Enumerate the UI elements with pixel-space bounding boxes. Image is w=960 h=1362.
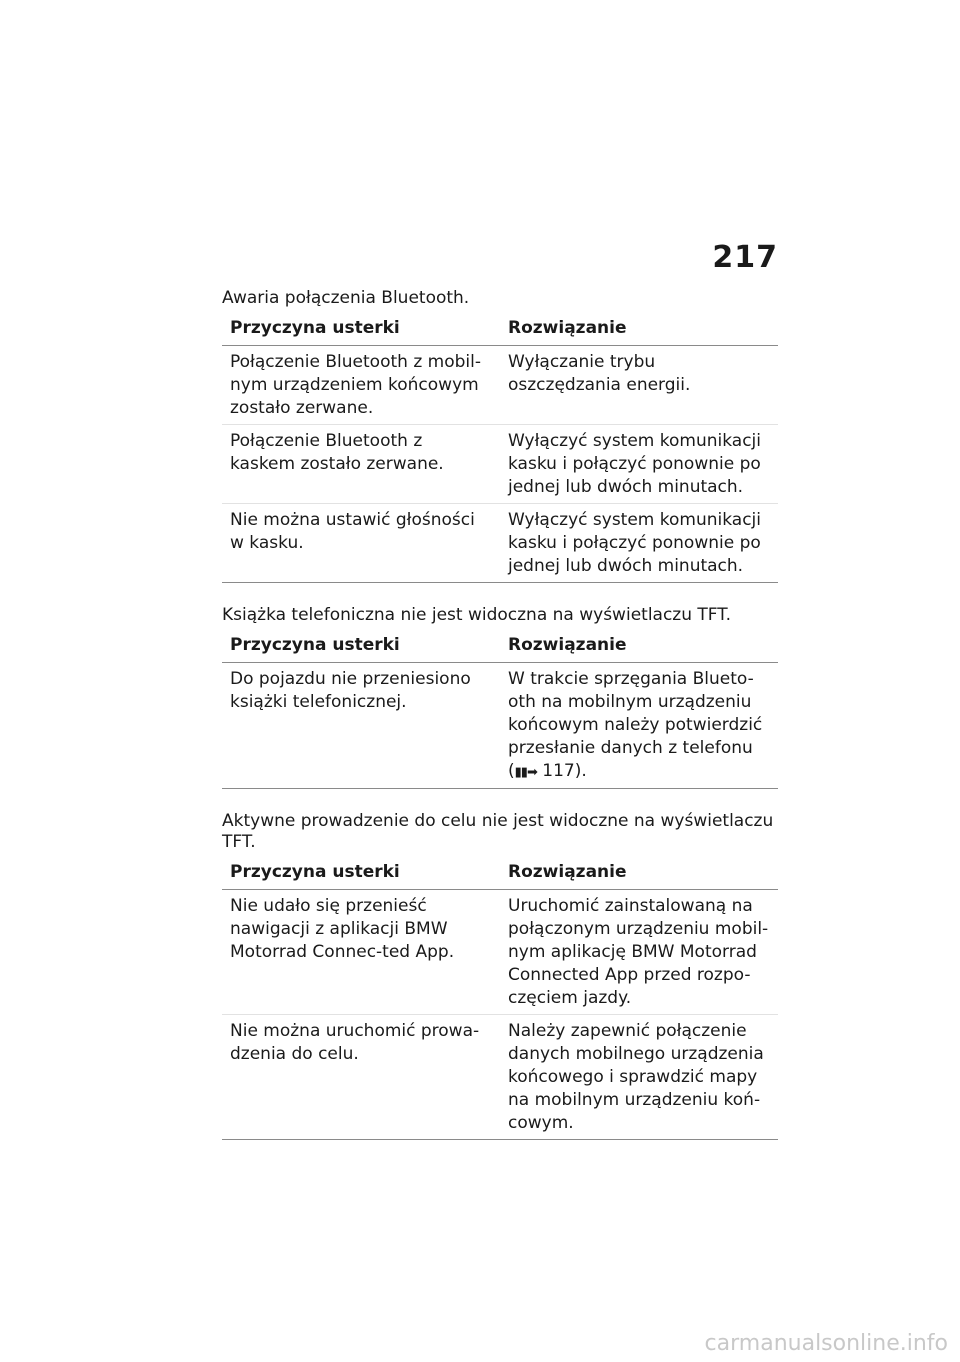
header-cause: Przyczyna usterki xyxy=(222,630,500,663)
table-row xyxy=(222,890,778,1015)
arrow-right-icon: ▮▮➡ xyxy=(514,765,537,780)
table-row xyxy=(222,346,778,425)
section-title: Aktywne prowadzenie do celu nie jest widoczne na wyświetlaczu TFT. xyxy=(222,811,774,852)
cause-cell: Połączenie Bluetooth z kaskem zostało zerwane. xyxy=(222,425,500,504)
cause-cell: Nie udało się przenieść nawigacji z aplikacji BMW Motorrad Connec-ted App. xyxy=(222,890,500,1015)
table-header-row xyxy=(222,630,778,663)
header-cause: Przyczyna usterki xyxy=(222,313,500,346)
ref-open: ( xyxy=(508,761,515,781)
watermark: carmanualsonline.info xyxy=(704,1331,948,1356)
table-header-row xyxy=(222,313,778,346)
table-row xyxy=(222,504,778,583)
cause-cell: Do pojazdu nie przeniesiono książki telefonicznej. xyxy=(222,663,500,789)
troubleshooting-table xyxy=(222,857,778,1140)
header-solution: Rozwiązanie xyxy=(500,857,778,890)
troubleshooting-table xyxy=(222,630,778,789)
header-cause: Przyczyna usterki xyxy=(222,857,500,890)
page-content xyxy=(222,288,778,1162)
header-solution: Rozwiązanie xyxy=(500,630,778,663)
solution-cell: Uruchomić zainstalowaną na połączonym urządzeniu mobil-nym aplikację BMW Motorrad Connected App przed rozpo-częciem jazdy. xyxy=(500,890,778,1015)
section-title: Awaria połączenia Bluetooth. xyxy=(222,288,470,308)
solution-text: W trakcie sprzęgania Blueto-oth na mobilnym urządzeniu końcowym należy potwierdzić przesłanie danych z telefonu xyxy=(508,669,763,758)
cause-cell: Połączenie Bluetooth z mobil-nym urządzeniem końcowym zostało zerwane. xyxy=(222,346,500,425)
section-navigation xyxy=(222,811,778,1140)
section-phonebook xyxy=(222,605,778,789)
table-row xyxy=(222,1015,778,1140)
page-number: 217 xyxy=(712,240,778,275)
section-title: Książka telefoniczna nie jest widoczna na wyświetlaczu TFT. xyxy=(222,605,732,625)
solution-cell xyxy=(500,663,778,789)
table-row xyxy=(222,663,778,789)
solution-cell: Wyłączanie trybu oszczędzania energii. xyxy=(500,346,778,425)
header-solution: Rozwiązanie xyxy=(500,313,778,346)
solution-cell: Należy zapewnić połączenie danych mobilnego urządzenia końcowego i sprawdzić mapy na mobilnym urządzeniu koń-cowym. xyxy=(500,1015,778,1140)
table-row xyxy=(222,425,778,504)
cause-cell: Nie można uruchomić prowa-dzenia do celu. xyxy=(222,1015,500,1140)
page-reference-link[interactable]: 117). xyxy=(542,761,587,781)
solution-cell: Wyłączyć system komunikacji kasku i połączyć ponownie po jednej lub dwóch minutach. xyxy=(500,425,778,504)
cause-cell: Nie można ustawić głośności w kasku. xyxy=(222,504,500,583)
solution-cell: Wyłączyć system komunikacji kasku i połączyć ponownie po jednej lub dwóch minutach. xyxy=(500,504,778,583)
table-header-row xyxy=(222,857,778,890)
troubleshooting-table xyxy=(222,313,778,583)
section-bluetooth-failure xyxy=(222,288,778,583)
